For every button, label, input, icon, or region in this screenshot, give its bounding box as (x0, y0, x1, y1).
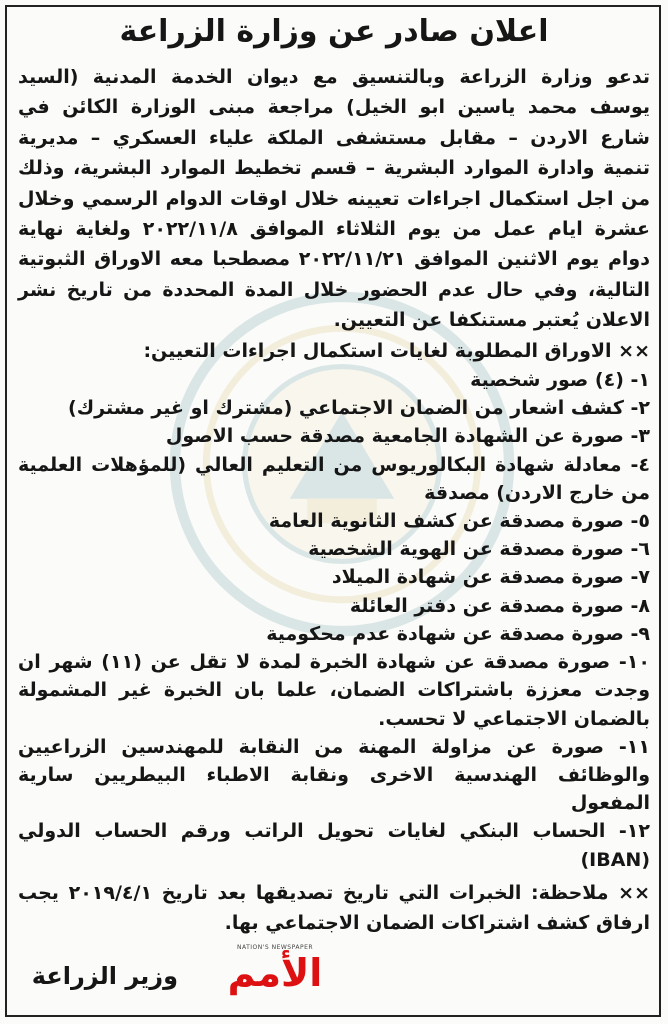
list-item: ٧- صورة مصدقة عن شهادة الميلاد (331, 566, 650, 589)
newspaper-logo (200, 944, 350, 1014)
intro-paragraph: تدعو وزارة الزراعة وبالتنسيق مع ديوان الخدمة المدنية (السيد يوسف محمد ياسين ابو الخيل) مراجعة مبنى الوزارة الكائن في شارع الاردن – مقابل مستشفى الملكة علياء العسكري – مديرية تنمية وادارة الموارد البشرية – قسم تخطيط الموارد البشرية، وذلك من اجل استكمال اجراءات تعيينه خلال اوقات الدوام الرسمي وخلال عشرة ايام عمل من يوم الثلاثاء الموافق ٢٠٢٢/١١/٨ ولغاية نهاية دوام يوم الاثنين الموافق ٢٠٢٢/١١/٢١ مصطحبا معه الاوراق الثبوتية التالية، وفي حال عدم الحضور خلال المدة المحددة من تاريخ نشر الاعلان يُعتبر مستنكفا عن التعيين. (18, 66, 650, 332)
required-documents-heading: ×× الاوراق المطلوبة لغايات استكمال اجراءات التعيين: (143, 339, 650, 362)
logo-arabic-text: الأمم (227, 951, 323, 995)
list-item: ١١- صورة عن مزاولة المهنة من النقابة للمهندسين الزراعيين والوظائف الهندسية الاخرى ونقابة الاطباء البيطريين سارية المفعول (18, 735, 650, 815)
signature-minister: وزير الزراعة (31, 962, 178, 990)
logo-english-text: NATION'S NEWSPAPER (236, 944, 314, 951)
list-item: ٨- صورة مصدقة عن دفتر العائلة (349, 594, 650, 617)
required-documents-list (18, 366, 650, 874)
note-paragraph: ×× ملاحظة: الخبرات التي تاريخ تصديقها بعد تاريخ ٢٠١٩/٤/١ يجب ارفاق كشف اشتراكات الضمان الاجتماعي بها. (18, 881, 650, 934)
list-item: ١٠- صورة مصدقة عن شهادة الخبرة لمدة لا تقل عن (١١) شهر ان وجدت معززة باشتراكات الضمان، علما بان الخبرة غير المشمولة بالضمان الاجتماعي لا تحسب. (18, 651, 650, 730)
list-item: ٥- صورة مصدقة عن كشف الثانوية العامة (268, 510, 650, 533)
list-item: ٩- صورة مصدقة عن شهادة عدم محكومية (266, 622, 650, 645)
list-item: ١- (٤) صور شخصية (470, 369, 650, 392)
list-item: ٦- صورة مصدقة عن الهوية الشخصية (308, 538, 650, 561)
list-item: ٣- صورة عن الشهادة الجامعية مصدقة حسب الاصول (165, 425, 650, 448)
list-item: ١٢- الحساب البنكي لغايات تحويل الراتب ورقم الحساب الدولي (IBAN) (18, 820, 650, 871)
announcement-title: اعلان صادر عن وزارة الزراعة (119, 14, 549, 49)
announcement-body (18, 10, 650, 938)
list-item: ٢- كشف اشعار من الضمان الاجتماعي (مشترك او غير مشترك) (68, 397, 650, 420)
list-item: ٤- معادلة شهادة البكالوريوس من التعليم العالي (للمؤهلات العلمية من خارج الاردن) مصدقة (18, 453, 650, 504)
